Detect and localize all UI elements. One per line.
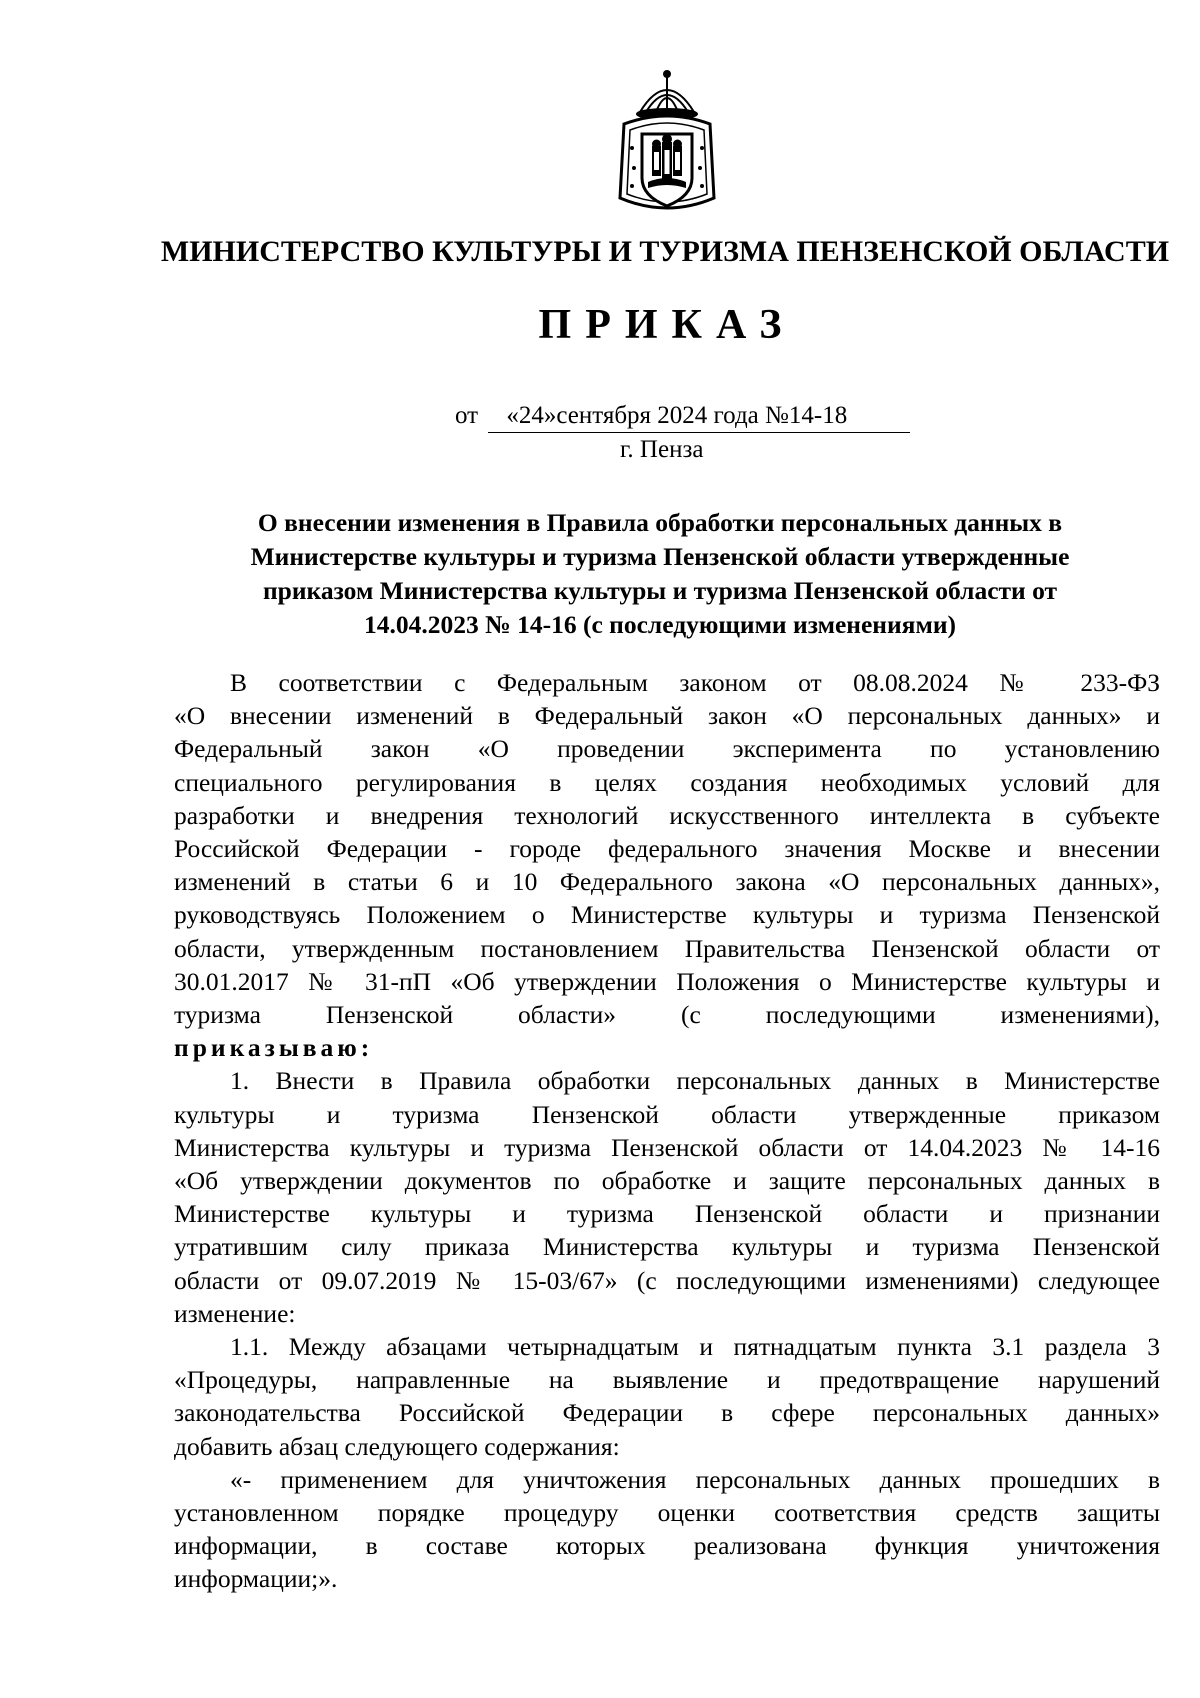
body-line: руководствуясь Положением о Министерстве культуры и туризма Пензенской	[174, 900, 1160, 930]
body-line: установленном порядке процедуру оценки соответствия средств защиты	[174, 1498, 1160, 1528]
coat-of-arms-icon	[612, 68, 722, 228]
body-line: информации;».	[174, 1564, 338, 1594]
order-word: приказываю:	[174, 1033, 374, 1063]
body-line: Российской Федерации - городе федерального значения Москве и внесении	[174, 834, 1160, 864]
body-line: «Об утверждении документов по обработке и защите персональных данных в	[174, 1166, 1160, 1196]
body-line: В соответствии с Федеральным законом от 08.08.2024 № 233-ФЗ	[230, 668, 1160, 697]
body-line: изменений в статьи 6 и 10 Федерального закона «О персональных данных»,	[174, 867, 1160, 897]
body-line: «- применением для уничтожения персональных данных прошедших в	[230, 1464, 1160, 1494]
ministry-name: МИНИСТЕРСТВО КУЛЬТУРЫ И ТУРИЗМА ПЕНЗЕНСКОЙ ОБЛАСТИ	[160, 235, 1170, 268]
body-line: 1. Внести в Правила обработки персональных данных в Министерстве	[230, 1066, 1160, 1096]
body-line: «Процедуры, направленные на выявление и предотвращение нарушений	[174, 1365, 1160, 1395]
body-line: туризма Пензенской области» (с последующими изменениями),	[174, 1000, 1160, 1030]
order-date-line	[455, 400, 910, 433]
order-body	[174, 666, 1160, 1596]
body-line: Министерства культуры и туризма Пензенской области от 14.04.2023 № 14-16	[174, 1132, 1160, 1162]
body-line: утратившим силу приказа Министерства культуры и туризма Пензенской	[174, 1232, 1160, 1262]
body-line: 1.1. Между абзацами четырнадцатым и пятнадцатым пункта 3.1 раздела 3	[230, 1332, 1160, 1362]
body-line: области, утвержденным постановлением Правительства Пензенской области от	[174, 933, 1160, 963]
city: г. Пенза	[620, 436, 704, 463]
body-line: 30.01.2017 № 31-пП «Об утверждении Положения о Министерстве культуры и	[174, 966, 1160, 996]
body-line: разработки и внедрения технологий искусственного интеллекта в субъекте	[174, 800, 1160, 830]
body-line: Министерстве культуры и туризма Пензенской области и признании	[174, 1199, 1160, 1229]
order-date-number: «24»сентября 2024 года №14-18	[488, 400, 910, 433]
body-line: изменение:	[174, 1298, 296, 1328]
body-line: культуры и туризма Пензенской области утвержденные приказом	[174, 1099, 1160, 1129]
body-line: информации, в составе которых реализована функция уничтожения	[174, 1531, 1160, 1561]
date-prefix: от	[455, 402, 479, 429]
subject-line: 14.04.2023 № 14-16 (с последующими изменениями)	[363, 610, 957, 639]
subject-line: приказом Министерства культуры и туризма Пензенской области от	[262, 576, 1058, 605]
body-line: Федеральный закон «О проведении эксперимента по установлению	[174, 734, 1160, 764]
body-line: «О внесении изменений в Федеральный закон «О персональных данных» и	[174, 701, 1160, 731]
order-subject	[180, 506, 1140, 642]
body-line: добавить абзац следующего содержания:	[174, 1431, 620, 1461]
body-line: законодательства Российской Федерации в сфере персональных данных»	[174, 1398, 1160, 1428]
subject-line: Министерстве культуры и туризма Пензенской области утвержденные	[250, 542, 1070, 571]
subject-line: О внесении изменения в Правила обработки персональных данных в	[257, 508, 1063, 537]
body-line: области от 09.07.2019 № 15-03/67» (с последующими изменениями) следующее	[174, 1265, 1160, 1295]
body-line: специального регулирования в целях создания необходимых условий для	[174, 767, 1160, 797]
document-type-title: ПРИКАЗ	[538, 302, 796, 348]
